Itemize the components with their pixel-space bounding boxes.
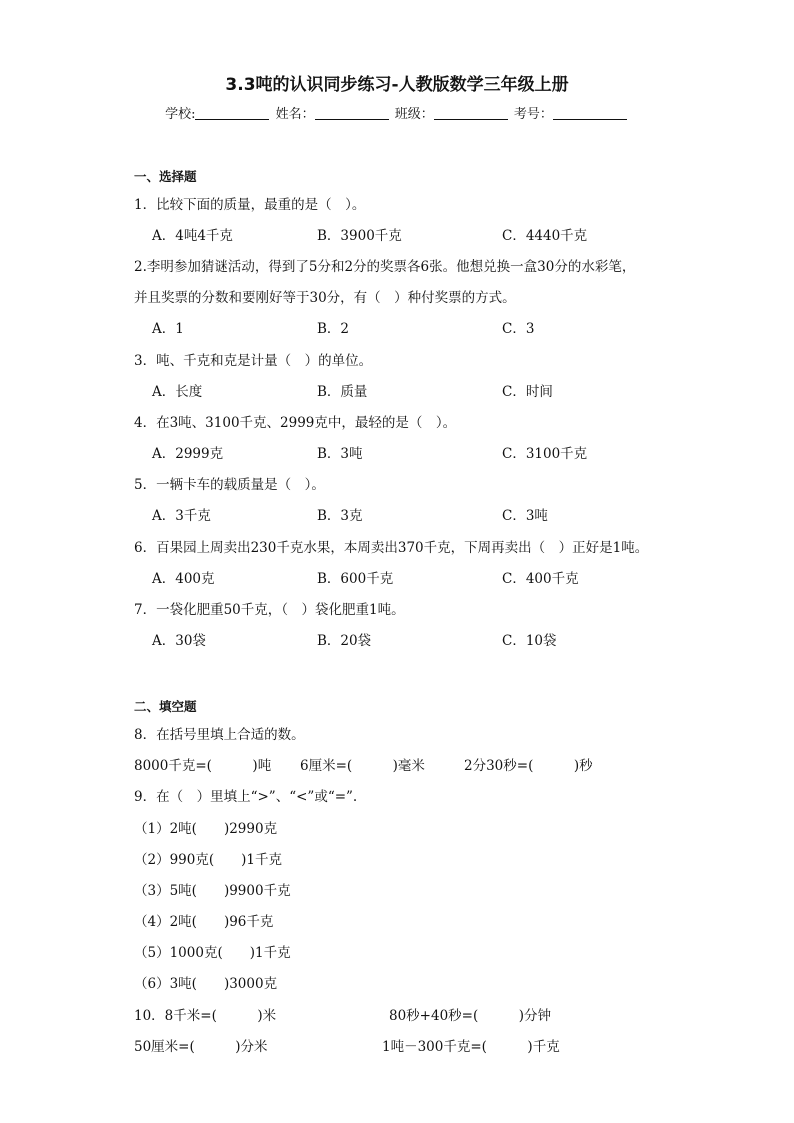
name-blank[interactable] <box>315 106 389 120</box>
option-b[interactable]: B．3吨 <box>317 446 363 462</box>
question-8-blanks <box>134 754 694 772</box>
option-a[interactable]: A．2999克 <box>152 446 224 462</box>
option-a[interactable]: A．长度 <box>152 384 203 400</box>
option-c[interactable]: C．3 <box>502 321 535 337</box>
class-blank[interactable] <box>434 106 508 120</box>
question-4: 4．在3吨、3100千克、2999克中，最轻的是（ ）。 <box>134 415 457 431</box>
question-10-row-1 <box>134 1004 694 1022</box>
student-info-bar <box>0 103 794 122</box>
option-b[interactable]: B．600千克 <box>317 571 394 587</box>
name-label: 姓名： <box>275 107 315 122</box>
question-3-options <box>152 380 712 398</box>
question-2-line-2: 并且奖票的分数和要刚好等于30分，有（ ）种付奖票的方式。 <box>134 290 516 306</box>
option-c[interactable]: C．4440千克 <box>502 228 588 244</box>
question-7: 7．一袋化肥重50千克，（ ）袋化肥重1吨。 <box>134 602 405 618</box>
question-2-line-1: 2.李明参加猜谜活动，得到了5分和2分的奖票各6张。他想兑换一盒30分的水彩笔， <box>134 259 636 275</box>
compare-item[interactable]: （3）5吨( )9900千克 <box>134 883 291 899</box>
option-b[interactable]: B．2 <box>317 321 350 337</box>
option-c[interactable]: C．3吨 <box>502 508 548 524</box>
option-c[interactable]: C．时间 <box>502 384 553 400</box>
exam-no-blank[interactable] <box>553 106 627 120</box>
compare-item[interactable]: （6）3吨( )3000克 <box>134 976 278 992</box>
section-choice-heading: 一、选择题 <box>134 169 197 184</box>
option-a[interactable]: A．3千克 <box>152 508 211 524</box>
question-7-options <box>152 629 712 647</box>
question-10-row-2 <box>134 1035 694 1053</box>
option-a[interactable]: A．30袋 <box>152 633 206 649</box>
question-8: 8．在括号里填上合适的数。 <box>134 727 305 743</box>
fill-blank-tons[interactable]: 8000千克=( )吨 <box>134 758 272 774</box>
option-a[interactable]: A．4吨4千克 <box>152 228 233 244</box>
question-3: 3．吨、千克和克是计量（ ）的单位。 <box>134 353 373 369</box>
fill-blank-millimeters[interactable]: 6厘米=( )毫米 <box>300 758 425 774</box>
option-c[interactable]: C．400千克 <box>502 571 579 587</box>
compare-item[interactable]: （4）2吨( )96千克 <box>134 914 274 930</box>
option-a[interactable]: A．400克 <box>152 571 215 587</box>
fill-blank-seconds[interactable]: 2分30秒=( )秒 <box>464 758 593 774</box>
page-title: 3.3吨的认识同步练习-人教版数学三年级上册 <box>225 75 569 95</box>
option-a[interactable]: A．1 <box>152 321 184 337</box>
question-5: 5．一辆卡车的载质量是（ ）。 <box>134 477 325 493</box>
option-b[interactable]: B．3克 <box>317 508 363 524</box>
fill-blank-minutes[interactable]: 80秒+40秒=( )分钟 <box>389 1008 552 1024</box>
question-9: 9．在（ ）里填上“>”、“<”或“=”. <box>134 789 358 805</box>
school-blank[interactable] <box>195 106 269 120</box>
question-4-options <box>152 442 712 460</box>
compare-item[interactable]: （2）990克( )1千克 <box>134 852 282 868</box>
option-c[interactable]: C．10袋 <box>502 633 557 649</box>
compare-item[interactable]: （5）1000克( )1千克 <box>134 945 291 961</box>
fill-blank-decimeters[interactable]: 50厘米=( )分米 <box>134 1039 268 1055</box>
fill-blank-meters[interactable]: 10．8千米=( )米 <box>134 1008 277 1024</box>
option-b[interactable]: B．20袋 <box>317 633 372 649</box>
question-1-options <box>152 224 712 242</box>
option-b[interactable]: B．质量 <box>317 384 368 400</box>
fill-blank-kilograms[interactable]: 1吨－300千克=( )千克 <box>382 1039 560 1055</box>
question-1: 1．比较下面的质量，最重的是（ ）。 <box>134 197 366 213</box>
section-fill-heading: 二、填空题 <box>134 699 197 714</box>
question-6: 6．百果园上周卖出230千克水果，本周卖出370千克，下周再卖出（ ）正好是1吨。 <box>134 540 649 556</box>
question-5-options <box>152 504 712 522</box>
exam-no-label: 考号： <box>513 107 553 122</box>
compare-item[interactable]: （1）2吨( )2990克 <box>134 821 278 837</box>
class-label: 班级： <box>394 107 434 122</box>
option-c[interactable]: C．3100千克 <box>502 446 588 462</box>
school-label: 学校: <box>165 107 196 122</box>
question-6-options <box>152 567 712 585</box>
question-2-options <box>152 317 712 335</box>
option-b[interactable]: B．3900千克 <box>317 228 402 244</box>
